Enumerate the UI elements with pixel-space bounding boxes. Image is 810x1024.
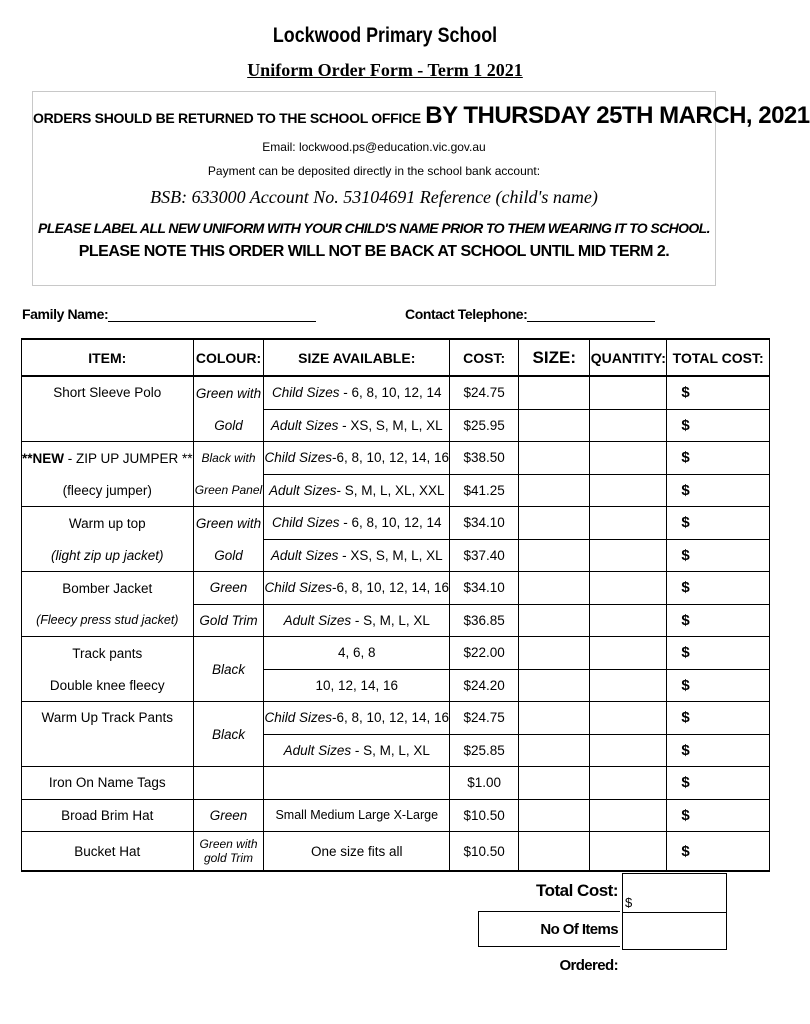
deadline-big: BY THURSDAY 25TH MARCH, 2021 [425, 102, 810, 129]
items-ordered-field[interactable] [622, 912, 727, 950]
cost-cell: $38.50 [450, 442, 519, 475]
cost-cell: $24.75 [450, 702, 519, 735]
table-row [22, 799, 770, 832]
bank-details: BSB: 633000 Account No. 53104691 Reference (child's name) [150, 187, 598, 207]
cost-cell: $36.85 [450, 604, 519, 637]
colour-cell: Green with [193, 376, 264, 409]
table-row [22, 474, 770, 507]
size-available-cell: Adult Sizes - S, M, L, XL [264, 604, 450, 637]
item-cell: Warm Up Track Pants [22, 702, 194, 767]
items-ordered-label: No Of Items Ordered: [478, 911, 620, 947]
item-cell: (fleecy jumper) [22, 474, 194, 507]
contact-telephone-field[interactable] [405, 306, 655, 322]
size-available-cell: Adult Sizes - XS, S, M, L, XL [264, 539, 450, 572]
header-colour: COLOUR: [193, 339, 264, 376]
table-row [22, 637, 770, 670]
size-available-cell: 10, 12, 14, 16 [264, 669, 450, 702]
size-input[interactable] [519, 474, 590, 507]
colour-cell: Green Panel [193, 474, 264, 507]
label-note: PLEASE LABEL ALL NEW UNIFORM WITH YOUR CHILD'S NAME PRIOR TO THEM WEARING IT TO SCHOOL. [38, 220, 710, 236]
quantity-input[interactable] [590, 702, 667, 735]
notice-box [32, 91, 810, 286]
size-input[interactable] [519, 702, 590, 735]
quantity-input[interactable] [590, 637, 667, 670]
size-input[interactable] [519, 376, 590, 409]
size-input[interactable] [519, 767, 590, 800]
colour-cell: Black [193, 637, 264, 702]
item-cell: (Fleecy press stud jacket) [22, 604, 194, 637]
table-row [22, 539, 770, 572]
quantity-input[interactable] [590, 734, 667, 767]
quantity-input[interactable] [590, 409, 667, 442]
size-available-cell [264, 767, 450, 800]
quantity-input[interactable] [590, 539, 667, 572]
size-available-cell: Child Sizes - 6, 8, 10, 12, 14 [264, 376, 450, 409]
total-cost-dollar: $ [625, 895, 633, 910]
total-cost-field[interactable] [622, 873, 727, 913]
table-row [22, 832, 770, 872]
colour-cell: Green with gold Trim [193, 832, 264, 872]
size-available-cell: Child Sizes-6, 8, 10, 12, 14, 16 [264, 442, 450, 475]
total-cost-cell[interactable]: $ [667, 409, 770, 442]
colour-cell: Green [193, 572, 264, 605]
colour-cell: Green with [193, 507, 264, 540]
table-row [22, 767, 770, 800]
cost-cell: $41.25 [450, 474, 519, 507]
total-cost-cell[interactable]: $ [667, 832, 770, 872]
size-available-cell: Adult Sizes- S, M, L, XL, XXL [264, 474, 450, 507]
header-size-available: SIZE AVAILABLE: [264, 339, 450, 376]
total-cost-cell[interactable]: $ [667, 734, 770, 767]
table-header-row [22, 339, 770, 376]
size-available-cell: Child Sizes-6, 8, 10, 12, 14, 16 [264, 572, 450, 605]
total-cost-cell[interactable]: $ [667, 539, 770, 572]
header-quantity: QUANTITY: [590, 339, 667, 376]
total-cost-label: Total Cost: [535, 881, 618, 900]
contact-telephone-line[interactable] [527, 307, 655, 322]
colour-cell: Gold [193, 409, 264, 442]
cost-cell: $10.50 [450, 799, 519, 832]
colour-cell [193, 767, 264, 800]
cost-cell: $1.00 [450, 767, 519, 800]
school-name: Lockwood Primary School [272, 24, 498, 47]
quantity-input[interactable] [590, 604, 667, 637]
contact-telephone-label: Contact Telephone: [405, 306, 528, 322]
size-input[interactable] [519, 832, 590, 872]
cost-cell: $24.75 [450, 376, 519, 409]
cost-cell: $22.00 [450, 637, 519, 670]
quantity-input[interactable] [590, 376, 667, 409]
quantity-input[interactable] [590, 767, 667, 800]
size-available-cell: Child Sizes-6, 8, 10, 12, 14, 16 [264, 702, 450, 735]
cost-cell: $25.85 [450, 734, 519, 767]
total-cost-cell[interactable]: $ [667, 376, 770, 409]
total-cost-cell[interactable]: $ [667, 442, 770, 475]
size-input[interactable] [519, 572, 590, 605]
family-name-label: Family Name: [22, 306, 109, 322]
order-table [21, 338, 770, 872]
size-available-cell: One size fits all [264, 832, 450, 872]
table-row [22, 604, 770, 637]
colour-cell: Green [193, 799, 264, 832]
family-name-field[interactable] [22, 306, 316, 322]
size-input[interactable] [519, 637, 590, 670]
quantity-input[interactable] [590, 474, 667, 507]
deadline-small: ORDERS SHOULD BE RETURNED TO THE SCHOOL OFFICE [33, 110, 421, 126]
size-input[interactable] [519, 442, 590, 475]
header-size: SIZE: [519, 339, 590, 376]
item-cell: Bomber Jacket [22, 572, 194, 605]
item-cell: Short Sleeve Polo [22, 376, 194, 442]
payment-note: Payment can be deposited directly in the school bank account: [207, 164, 541, 178]
header-item: ITEM: [22, 339, 194, 376]
deadline-line [33, 102, 810, 130]
size-available-cell: Adult Sizes - XS, S, M, L, XL [264, 409, 450, 442]
table-row [22, 702, 770, 735]
total-cost-cell[interactable]: $ [667, 669, 770, 702]
table-row [22, 442, 770, 475]
table-row [22, 572, 770, 605]
cost-cell: $37.40 [450, 539, 519, 572]
header-total-cost: TOTAL COST: [667, 339, 770, 376]
colour-cell: Gold Trim [193, 604, 264, 637]
colour-cell: Black with [193, 442, 264, 475]
quantity-input[interactable] [590, 832, 667, 872]
total-cost-cell[interactable]: $ [667, 702, 770, 735]
total-cost-cell[interactable]: $ [667, 799, 770, 832]
item-cell: Track pants [22, 637, 194, 670]
size-input[interactable] [519, 409, 590, 442]
quantity-input[interactable] [590, 669, 667, 702]
table-row [22, 669, 770, 702]
item-cell: Warm up top [22, 507, 194, 540]
quantity-input[interactable] [590, 442, 667, 475]
cost-cell: $10.50 [450, 832, 519, 872]
cost-cell: $25.95 [450, 409, 519, 442]
cost-cell: $34.10 [450, 507, 519, 540]
school-email: Email: lockwood.ps@education.vic.gov.au [262, 140, 486, 154]
size-input[interactable] [519, 539, 590, 572]
size-available-cell: Adult Sizes - S, M, L, XL [264, 734, 450, 767]
quantity-input[interactable] [590, 507, 667, 540]
return-note: PLEASE NOTE THIS ORDER WILL NOT BE BACK AT SCHOOL UNTIL MID TERM 2. [78, 243, 670, 260]
item-cell: Double knee fleecy [22, 669, 194, 702]
table-row [22, 376, 770, 409]
colour-cell: Black [193, 702, 264, 767]
size-available-cell: Small Medium Large X-Large [264, 799, 450, 832]
total-cost-cell[interactable]: $ [667, 507, 770, 540]
family-name-line[interactable] [108, 307, 316, 322]
item-cell: (light zip up jacket) [22, 539, 194, 572]
total-cost-cell[interactable]: $ [667, 474, 770, 507]
item-cell: Broad Brim Hat [22, 799, 194, 832]
size-available-cell: 4, 6, 8 [264, 637, 450, 670]
size-input[interactable] [519, 799, 590, 832]
cost-cell: $24.20 [450, 669, 519, 702]
item-cell: Iron On Name Tags [22, 767, 194, 800]
size-input[interactable] [519, 669, 590, 702]
size-input[interactable] [519, 604, 590, 637]
colour-cell: Gold [193, 539, 264, 572]
quantity-input[interactable] [590, 572, 667, 605]
size-input[interactable] [519, 507, 590, 540]
total-cost-cell[interactable]: $ [667, 572, 770, 605]
total-cost-cell[interactable]: $ [667, 767, 770, 800]
size-input[interactable] [519, 734, 590, 767]
table-row [22, 507, 770, 540]
size-available-cell: Child Sizes - 6, 8, 10, 12, 14 [264, 507, 450, 540]
cost-cell: $34.10 [450, 572, 519, 605]
header-cost: COST: [450, 339, 519, 376]
quantity-input[interactable] [590, 799, 667, 832]
item-cell: Bucket Hat [22, 832, 194, 872]
form-title: Uniform Order Form - Term 1 2021 [247, 60, 523, 80]
item-cell: **NEW - ZIP UP JUMPER ** [22, 442, 194, 475]
total-cost-cell[interactable]: $ [667, 604, 770, 637]
total-cost-cell[interactable]: $ [667, 637, 770, 670]
